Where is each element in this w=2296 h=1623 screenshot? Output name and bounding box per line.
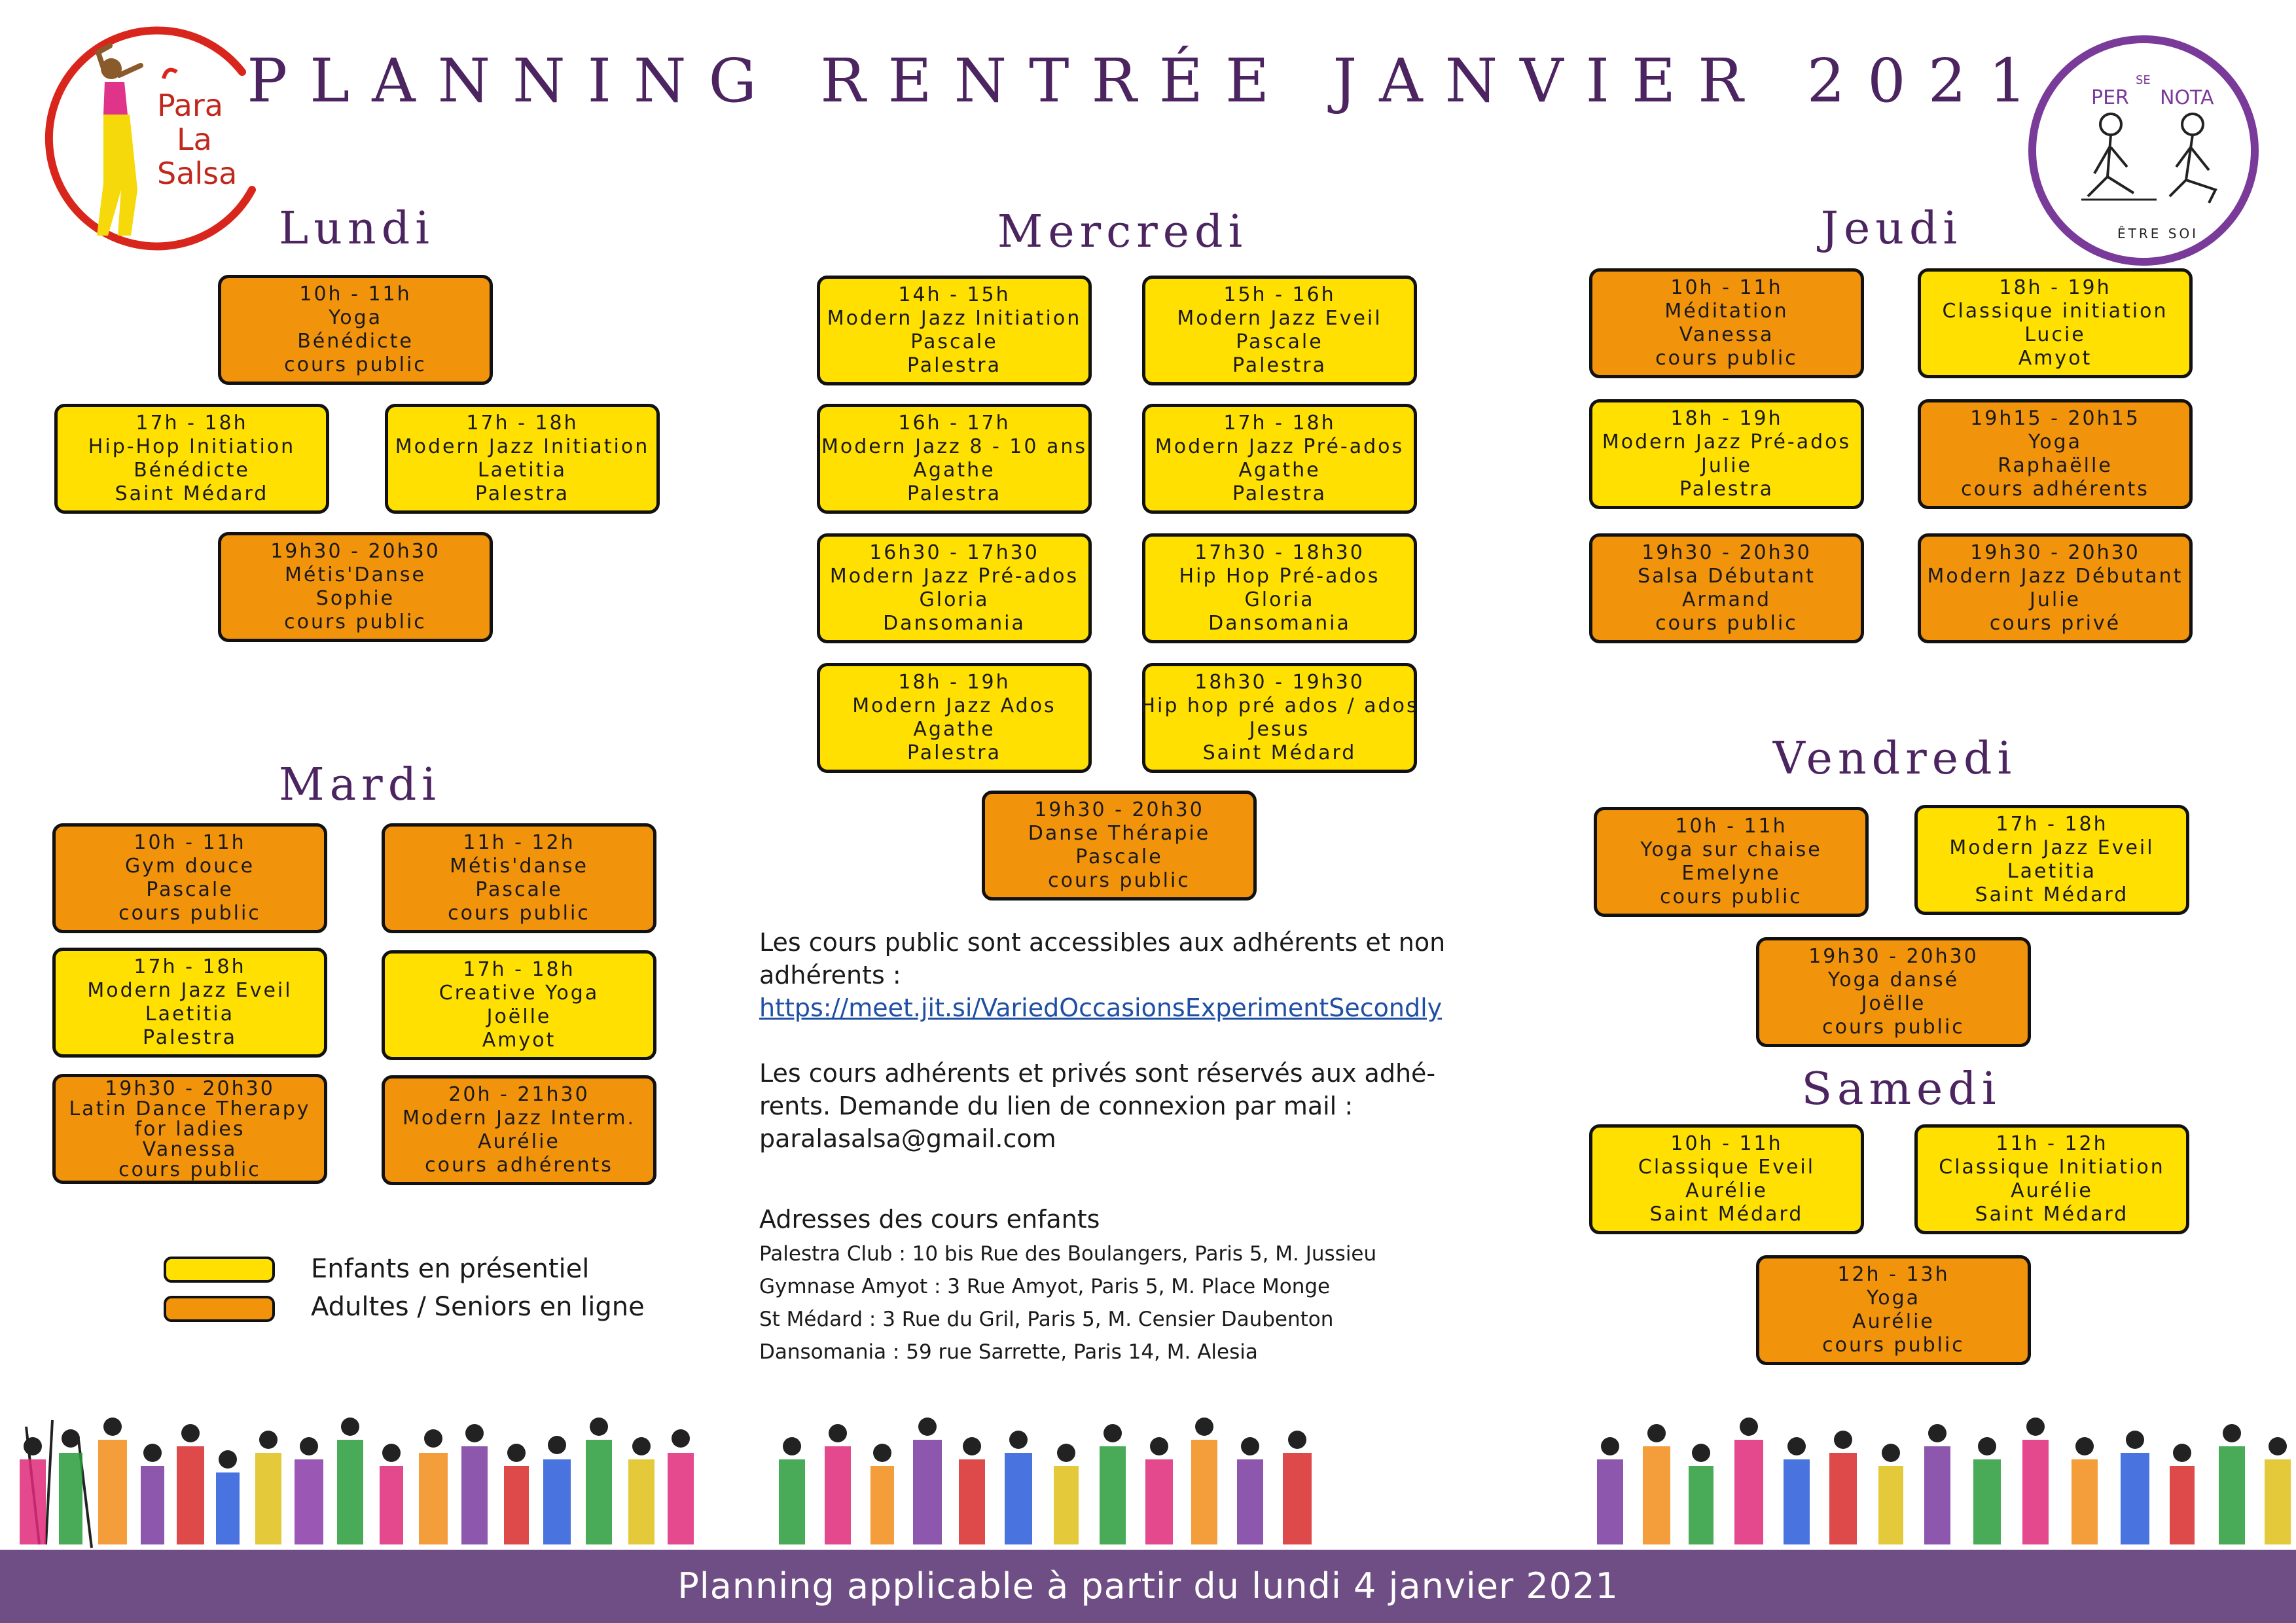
course-teacher: Pascale bbox=[1236, 330, 1323, 353]
course-place: Palestra bbox=[906, 354, 1002, 377]
course-teacher: Laetitia bbox=[2007, 860, 2097, 883]
page-title: PLANNING RENTRÉE JANVIER 2021 bbox=[247, 46, 2049, 116]
course-name: Modern Jazz Initiation bbox=[395, 435, 650, 458]
address-item: St Médard : 3 Rue du Gril, Paris 5, M. Censier Daubenton bbox=[759, 1308, 1334, 1331]
course-card bbox=[1589, 268, 1864, 378]
course-time: 19h30 - 20h30 bbox=[105, 1077, 275, 1100]
course-card bbox=[1142, 533, 1417, 643]
course-card bbox=[385, 404, 660, 514]
meeting-link[interactable]: https://meet.jit.si/VariedOccasionsExperimentSecondly bbox=[759, 993, 1443, 1022]
course-card bbox=[817, 533, 1092, 643]
course-card bbox=[1918, 268, 2193, 378]
course-name: Gym douce bbox=[124, 855, 255, 878]
course-card bbox=[382, 1075, 656, 1185]
course-time: 19h30 - 20h30 bbox=[1641, 541, 1812, 564]
course-teacher: Pascale bbox=[475, 878, 563, 901]
course-place: Saint Médard bbox=[1202, 741, 1357, 764]
course-time: 19h30 - 20h30 bbox=[1970, 541, 2140, 564]
course-place: Palestra bbox=[1232, 354, 1327, 377]
course-teacher: Pascale bbox=[146, 878, 234, 901]
course-place: Dansomania bbox=[883, 612, 1026, 635]
course-name: Salsa Débutant bbox=[1638, 565, 1816, 588]
addresses-title: Adresses des cours enfants bbox=[759, 1205, 1100, 1234]
course-place: Saint Médard bbox=[1649, 1203, 1804, 1226]
course-card bbox=[54, 404, 329, 514]
course-place: Dansomania bbox=[1208, 612, 1351, 635]
course-place: cours public bbox=[448, 902, 590, 925]
course-teacher: Julie bbox=[1701, 454, 1752, 477]
course-card bbox=[1589, 1124, 1864, 1234]
course-teacher: Joëlle bbox=[486, 1005, 552, 1028]
course-place: Palestra bbox=[906, 741, 1002, 764]
course-place: cours adhérents bbox=[1961, 478, 2149, 501]
course-card bbox=[1142, 276, 1417, 385]
course-teacher: Laetitia bbox=[145, 1003, 235, 1026]
course-name: Classique initiation bbox=[1942, 300, 2168, 323]
course-name: Modern Jazz Pré-ados bbox=[1155, 435, 1405, 458]
info-private-text: Les cours adhérents et privés sont réservés aux adhé-rents. Demande du lien de connexion par mail : bbox=[759, 1059, 1436, 1120]
course-name: Modern Jazz Eveil bbox=[87, 979, 293, 1002]
logo-text-se: SE bbox=[2136, 73, 2151, 87]
logo-text-nota: NOTA bbox=[2160, 86, 2214, 109]
course-place: cours public bbox=[284, 611, 427, 633]
address-item: Dansomania : 59 rue Sarrette, Paris 14, M. Alesia bbox=[759, 1340, 1258, 1364]
addresses-block bbox=[759, 1201, 1518, 1368]
legend-swatch-enfants bbox=[164, 1257, 275, 1283]
course-place: cours public bbox=[1822, 1016, 1965, 1039]
course-name: Hip Hop Pré-ados bbox=[1179, 565, 1380, 588]
course-teacher: Aurélie bbox=[478, 1130, 560, 1153]
legend-swatch-adultes bbox=[164, 1296, 275, 1322]
day-heading-lundi: Lundi bbox=[278, 203, 435, 255]
course-teacher: Bénédicte bbox=[134, 459, 250, 482]
info-private bbox=[759, 1057, 1505, 1155]
info-public bbox=[759, 926, 1505, 1024]
day-heading-samedi: Samedi bbox=[1801, 1063, 2001, 1115]
course-place: cours public bbox=[1655, 612, 1798, 635]
course-card bbox=[1594, 807, 1869, 917]
course-place: cours adhérents bbox=[425, 1154, 613, 1177]
course-card bbox=[218, 532, 493, 642]
course-place: cours privé bbox=[1989, 612, 2121, 635]
course-time: 14h - 15h bbox=[898, 283, 1011, 306]
course-teacher: Sophie bbox=[315, 587, 395, 610]
course-teacher: Agathe bbox=[913, 718, 996, 741]
course-card bbox=[1918, 399, 2193, 509]
course-teacher: Jesus bbox=[1249, 718, 1310, 741]
course-card bbox=[817, 404, 1092, 514]
logo-text-la: La bbox=[177, 122, 212, 157]
course-card bbox=[1142, 663, 1417, 773]
course-card bbox=[382, 823, 656, 933]
course-place: Amyot bbox=[2018, 347, 2092, 370]
course-place: cours public bbox=[284, 353, 427, 376]
course-card bbox=[52, 1074, 327, 1184]
legend-label-enfants: Enfants en présentiel bbox=[311, 1254, 590, 1284]
course-place: Amyot bbox=[482, 1029, 556, 1052]
logo-text-salsa: Salsa bbox=[157, 156, 238, 191]
course-teacher: Pascale bbox=[910, 330, 998, 353]
day-heading-vendredi: Vendredi bbox=[1772, 733, 2017, 785]
course-card bbox=[1756, 1255, 2031, 1365]
course-time: 18h30 - 19h30 bbox=[1194, 671, 1365, 694]
course-place: cours public bbox=[1660, 885, 1803, 908]
course-time: 18h - 19h bbox=[1670, 407, 1783, 430]
course-teacher: Agathe bbox=[1238, 459, 1321, 482]
course-card bbox=[1914, 805, 2189, 915]
course-time: 19h15 - 20h15 bbox=[1970, 407, 2140, 430]
course-teacher: Aurélie bbox=[1685, 1179, 1768, 1202]
course-name: Métis'Danse bbox=[285, 563, 426, 586]
course-name: Modern Jazz Initiation bbox=[827, 307, 1082, 330]
footer-banner: Planning applicable à partir du lundi 4 janvier 2021 bbox=[0, 1550, 2296, 1623]
course-name: Danse Thérapie bbox=[1028, 822, 1211, 845]
course-time: 12h - 13h bbox=[1837, 1263, 1950, 1286]
course-place: cours public bbox=[1822, 1334, 1965, 1357]
address-item: Gymnase Amyot : 3 Rue Amyot, Paris 5, M. Place Monge bbox=[759, 1275, 1331, 1298]
course-time: 10h - 11h bbox=[134, 831, 246, 854]
course-card bbox=[982, 791, 1257, 901]
course-card bbox=[1756, 937, 2031, 1047]
course-place: cours public bbox=[1655, 347, 1798, 370]
course-teacher: Aurélie bbox=[2011, 1179, 2093, 1202]
info-public-text: Les cours public sont accessibles aux adhérents et non adhérents : bbox=[759, 928, 1446, 990]
course-name: Méditation bbox=[1664, 300, 1789, 323]
course-time: 11h - 12h bbox=[463, 831, 575, 854]
course-card bbox=[1142, 404, 1417, 514]
dancers-illustration-right bbox=[1584, 1361, 2296, 1551]
course-place: Palestra bbox=[906, 482, 1002, 505]
course-time: 10h - 11h bbox=[1670, 276, 1783, 299]
address-item: Palestra Club : 10 bis Rue des Boulangers, Paris 5, M. Jussieu bbox=[759, 1242, 1377, 1266]
course-name-line2: for ladies bbox=[134, 1117, 245, 1141]
course-teacher: Vanessa bbox=[142, 1137, 238, 1161]
course-teacher: Julie bbox=[2030, 588, 2081, 611]
course-card bbox=[382, 950, 656, 1060]
course-time: 10h - 11h bbox=[1670, 1132, 1783, 1155]
course-time: 19h30 - 20h30 bbox=[1034, 798, 1204, 821]
course-teacher: Gloria bbox=[1244, 588, 1315, 611]
course-card bbox=[52, 948, 327, 1058]
course-name: Creative Yoga bbox=[439, 982, 600, 1005]
course-card bbox=[1914, 1124, 2189, 1234]
course-teacher: Bénédicte bbox=[297, 330, 414, 353]
course-time: 10h - 11h bbox=[1675, 815, 1787, 838]
course-teacher: Gloria bbox=[919, 588, 990, 611]
dancers-illustration-left bbox=[0, 1361, 707, 1551]
course-name: Classique Eveil bbox=[1638, 1156, 1816, 1179]
course-place: Palestra bbox=[1232, 482, 1327, 505]
course-time: 20h - 21h30 bbox=[448, 1083, 590, 1106]
course-teacher: Raphaëlle bbox=[1998, 454, 2113, 477]
logo-tagline: ÊTRE SOI bbox=[2117, 226, 2199, 241]
day-heading-mercredi: Mercredi bbox=[997, 206, 1248, 258]
course-name: Yoga sur chaise bbox=[1640, 838, 1822, 861]
course-name: Hip hop pré ados / ados bbox=[1140, 694, 1419, 717]
course-time: 10h - 11h bbox=[299, 283, 412, 306]
day-heading-mardi: Mardi bbox=[279, 759, 441, 811]
course-place: Saint Médard bbox=[1975, 883, 2129, 906]
logo-text-per: PER bbox=[2091, 86, 2129, 109]
course-name: Yoga bbox=[1866, 1287, 1921, 1310]
course-name: Modern Jazz Eveil bbox=[1177, 307, 1382, 330]
course-time: 17h30 - 18h30 bbox=[1194, 541, 1365, 564]
course-place: cours public bbox=[118, 902, 261, 925]
course-name: Modern Jazz Eveil bbox=[1949, 836, 2155, 859]
dancers-illustration-center bbox=[766, 1361, 1342, 1551]
course-name: Modern Jazz Pré-ados bbox=[829, 565, 1079, 588]
course-name: Latin Dance Therapy bbox=[69, 1097, 311, 1120]
course-time: 17h - 18h bbox=[463, 958, 575, 981]
course-card bbox=[218, 275, 493, 385]
course-teacher: Aurélie bbox=[1852, 1310, 1935, 1333]
course-card bbox=[1589, 399, 1864, 509]
course-time: 18h - 19h bbox=[1999, 276, 2111, 299]
course-teacher: Laetitia bbox=[477, 459, 567, 482]
course-place: Saint Médard bbox=[1975, 1203, 2129, 1226]
course-teacher: Lucie bbox=[2024, 323, 2086, 346]
course-card bbox=[1918, 533, 2193, 643]
course-card bbox=[1589, 533, 1864, 643]
course-name: Modern Jazz Pré-ados bbox=[1602, 431, 1852, 454]
course-name: Classique Initiation bbox=[1939, 1156, 2165, 1179]
course-name: Modern Jazz Débutant bbox=[1927, 565, 2183, 588]
course-time: 15h - 16h bbox=[1223, 283, 1336, 306]
course-teacher: Pascale bbox=[1075, 846, 1163, 868]
course-teacher: Armand bbox=[1682, 588, 1771, 611]
course-time: 17h - 18h bbox=[1223, 412, 1336, 435]
course-place: Palestra bbox=[475, 482, 570, 505]
course-time: 11h - 12h bbox=[1996, 1132, 2108, 1155]
course-name: Modern Jazz Interm. bbox=[402, 1107, 636, 1130]
course-time: 17h - 18h bbox=[466, 412, 579, 435]
course-place: Palestra bbox=[1679, 478, 1774, 501]
course-name: Yoga bbox=[2028, 431, 2083, 454]
course-card bbox=[817, 276, 1092, 385]
course-time: 16h - 17h bbox=[898, 412, 1011, 435]
course-time: 17h - 18h bbox=[135, 412, 248, 435]
course-teacher: Joëlle bbox=[1861, 992, 1926, 1015]
day-heading-jeudi: Jeudi bbox=[1820, 203, 1963, 255]
legend-label-adultes: Adultes / Seniors en ligne bbox=[311, 1292, 645, 1322]
course-name: Yoga dansé bbox=[1827, 969, 1960, 991]
course-place: cours public bbox=[1048, 869, 1191, 892]
course-time: 18h - 19h bbox=[898, 671, 1011, 694]
course-place: Saint Médard bbox=[115, 482, 269, 505]
logo-text-para: Para bbox=[157, 88, 223, 123]
course-time: 17h - 18h bbox=[1996, 813, 2108, 836]
course-time: 17h - 18h bbox=[134, 955, 246, 978]
course-name: Modern Jazz 8 - 10 ans bbox=[821, 435, 1088, 458]
course-name: Hip-Hop Initiation bbox=[88, 435, 296, 458]
course-name: Yoga bbox=[328, 306, 383, 329]
course-name: Modern Jazz Ados bbox=[852, 694, 1056, 717]
course-time: 16h30 - 17h30 bbox=[869, 541, 1039, 564]
course-place: cours public bbox=[118, 1158, 261, 1181]
course-place: Palestra bbox=[142, 1026, 238, 1049]
contact-email[interactable]: paralasalsa@gmail.com bbox=[759, 1124, 1056, 1153]
course-teacher: Emelyne bbox=[1681, 862, 1781, 885]
course-card bbox=[52, 823, 327, 933]
course-card bbox=[817, 663, 1092, 773]
course-time: 19h30 - 20h30 bbox=[1808, 945, 1979, 968]
course-teacher: Agathe bbox=[913, 459, 996, 482]
course-time: 19h30 - 20h30 bbox=[270, 540, 440, 563]
course-teacher: Vanessa bbox=[1679, 323, 1774, 346]
per-se-nota-logo bbox=[2019, 26, 2268, 275]
course-name: Métis'danse bbox=[450, 855, 588, 878]
